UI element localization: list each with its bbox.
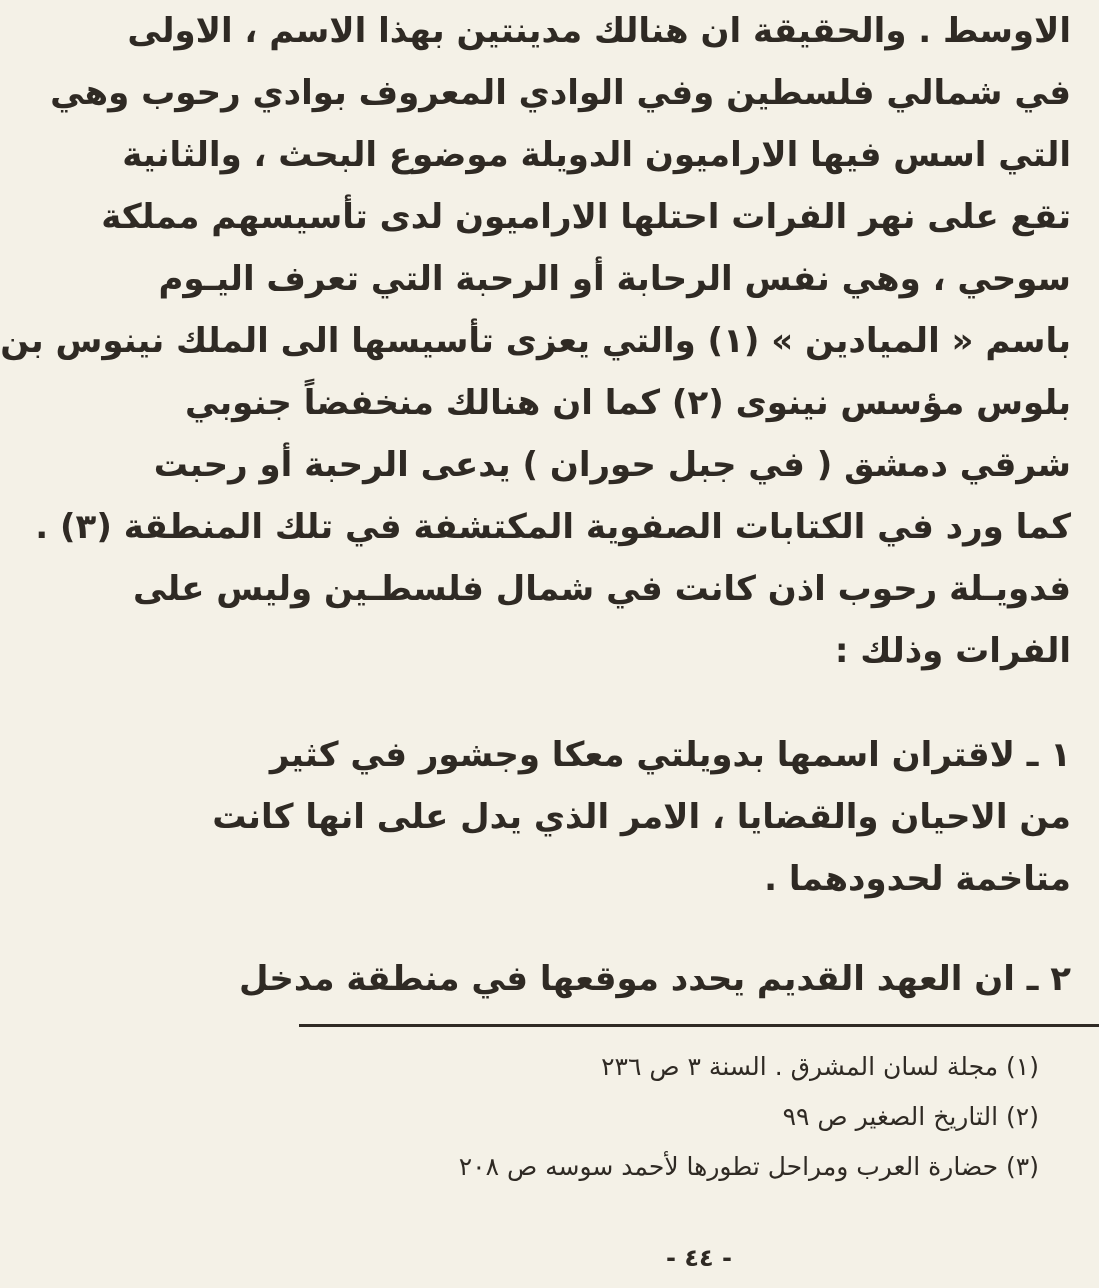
text-line: باسم « الميادين » (١) والتي يعزى تأسيسها الى الملك نينوس بن: [0, 321, 1071, 361]
text-line: الفرات وذلك :: [834, 631, 1071, 671]
text-line: سوحي ، وهي نفس الرحابة أو الرحبة التي تعرف اليـوم: [158, 259, 1071, 299]
text-line: التي اسس فيها الاراميون الدويلة موضوع البحث ، والثانية: [122, 135, 1071, 175]
text-line: تقع على نهر الفرات احتلها الاراميون لدى تأسيسهم مملكة: [101, 197, 1071, 237]
text-line: شرقي دمشق ( في جبل حوران ) يدعى الرحبة أو رحبت: [153, 445, 1071, 485]
point-1-line: من الاحيان والقضايا ، الامر الذي يدل على انها كانت: [212, 797, 1071, 837]
footnote-2: (٢) التاريخ الصغير ص ٩٩: [782, 1102, 1039, 1131]
footnote-3: (٣) حضارة العرب ومراحل تطورها لأحمد سوسه ص ٢٠٨: [458, 1152, 1039, 1181]
paragraph-gap: [325, 682, 1071, 724]
point-2-line: ٢ ـ ان العهد القديم يحدد موقعها في منطقة مدخل: [239, 959, 1071, 999]
page-number: - ٤٤ -: [666, 1244, 732, 1272]
footnotes: [339, 1042, 1039, 1192]
point-1-line: متاخمة لحدودهما .: [764, 859, 1071, 899]
footnote-1: (١) مجلة لسان المشرق . السنة ٣ ص ٢٣٦: [601, 1052, 1039, 1081]
footnote-divider: [299, 1024, 1099, 1027]
text-line: الاوسط . والحقيقة ان هنالك مدينتين بهذا الاسم ، الاولى: [127, 11, 1071, 51]
text-line: فدويـلة رحوب اذن كانت في شمال فلسطـين وليس على: [132, 569, 1071, 609]
text-line: بلوس مؤسس نينوى (٢) كما ان هنالك منخفضاً جنوبي: [185, 383, 1071, 423]
text-line: في شمالي فلسطين وفي الوادي المعروف بوادي رحوب وهي: [50, 73, 1071, 113]
paragraph-gap: [325, 910, 1071, 948]
text-line: كما ورد في الكتابات الصفوية المكتشفة في تلك المنطقة (٣) .: [35, 507, 1071, 547]
point-1-line: ١ ـ لاقتران اسمها بدويلتي معكا وجشور في كثير: [269, 735, 1071, 775]
